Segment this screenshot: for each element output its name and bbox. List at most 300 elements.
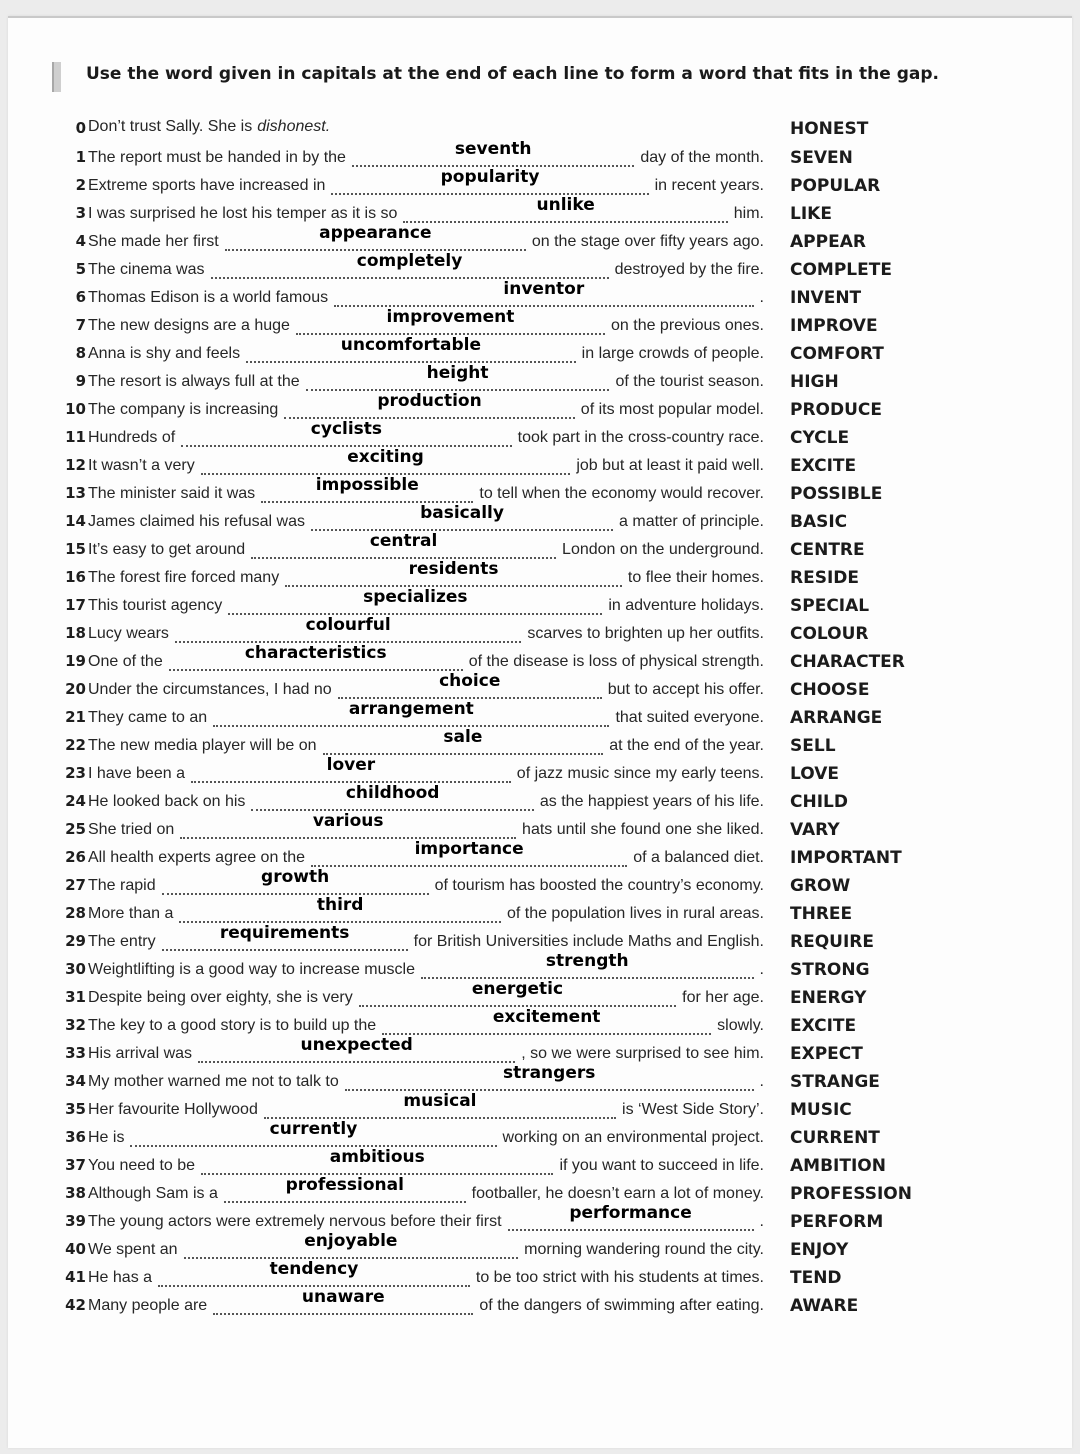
answer-gap[interactable] bbox=[382, 1007, 711, 1035]
exercise-item bbox=[8, 1091, 1072, 1124]
item-number: 35 bbox=[65, 1100, 86, 1118]
item-sentence bbox=[88, 447, 764, 475]
item-number: 30 bbox=[65, 960, 86, 978]
item-sentence bbox=[88, 643, 764, 671]
exercise-item bbox=[8, 363, 1072, 396]
keyword-capitals: CHILD bbox=[790, 792, 848, 812]
item-sentence bbox=[88, 1091, 764, 1119]
sentence-before-gap: Despite being over eighty, she is very bbox=[88, 989, 353, 1006]
sentence-before-gap: Hundreds of bbox=[88, 429, 176, 446]
handwritten-answer: improvement bbox=[386, 307, 515, 327]
item-number: 18 bbox=[65, 624, 86, 642]
sentence-after-gap: in recent years. bbox=[654, 177, 764, 194]
exercise-item bbox=[8, 1063, 1072, 1096]
sentence-before-gap: The rapid bbox=[88, 877, 156, 894]
item-number: 3 bbox=[75, 204, 86, 222]
keyword-capitals: STRANGE bbox=[790, 1072, 880, 1092]
item-number: 28 bbox=[65, 904, 86, 922]
sentence-after-gap: to tell when the economy would recover. bbox=[479, 485, 764, 502]
item-sentence bbox=[88, 727, 764, 755]
handwritten-answer: importance bbox=[414, 839, 524, 859]
item-sentence bbox=[88, 1035, 764, 1063]
sentence-before-gap: He is bbox=[88, 1129, 125, 1146]
handwritten-answer: professional bbox=[285, 1175, 404, 1195]
exercise-item bbox=[8, 615, 1072, 648]
exercise-list bbox=[8, 18, 1072, 1448]
sentence-after-gap: in adventure holidays. bbox=[608, 597, 764, 614]
handwritten-answer: appearance bbox=[319, 223, 432, 243]
exercise-item bbox=[8, 223, 1072, 256]
answer-gap[interactable] bbox=[201, 1147, 553, 1175]
exercise-item bbox=[8, 1119, 1072, 1152]
sentence-after-gap: . bbox=[759, 1213, 764, 1230]
keyword-capitals: SELL bbox=[790, 736, 836, 756]
sentence-after-gap: in large crowds of people. bbox=[581, 345, 764, 362]
exercise-item bbox=[8, 419, 1072, 452]
item-number: 17 bbox=[65, 596, 86, 614]
sentence-after-gap: to flee their homes. bbox=[627, 569, 764, 586]
exercise-item bbox=[8, 559, 1072, 592]
sentence-before-gap: This tourist agency bbox=[88, 597, 223, 614]
answer-gap[interactable] bbox=[403, 195, 727, 223]
sentence-before-gap: The key to a good story is to build up the bbox=[88, 1017, 377, 1034]
sentence-after-gap: him. bbox=[733, 205, 764, 222]
keyword-capitals: EXPECT bbox=[790, 1044, 863, 1064]
item-sentence bbox=[88, 503, 764, 531]
item-sentence bbox=[88, 1119, 764, 1147]
sentence-before-gap: I have been a bbox=[88, 765, 185, 782]
answer-gap[interactable] bbox=[352, 139, 634, 167]
item-sentence bbox=[88, 951, 764, 979]
keyword-capitals: GROW bbox=[790, 876, 851, 896]
keyword-capitals: CHARACTER bbox=[790, 652, 905, 672]
answer-gap[interactable] bbox=[421, 951, 754, 979]
item-number: 8 bbox=[75, 344, 86, 362]
keyword-capitals: CYCLE bbox=[790, 428, 850, 448]
keyword-capitals: COLOUR bbox=[790, 624, 869, 644]
handwritten-answer: exciting bbox=[347, 447, 424, 467]
answer-gap[interactable] bbox=[246, 335, 576, 363]
sentence-before-gap: Anna is shy and feels bbox=[88, 345, 241, 362]
handwritten-answer: central bbox=[369, 531, 438, 551]
item-number: 15 bbox=[65, 540, 86, 558]
answer-gap[interactable] bbox=[331, 167, 648, 195]
keyword-capitals: MUSIC bbox=[790, 1100, 852, 1120]
sentence-after-gap: destroyed by the fire. bbox=[614, 261, 764, 278]
keyword-capitals: TEND bbox=[790, 1268, 842, 1288]
keyword-capitals: AWARE bbox=[790, 1296, 859, 1316]
keyword-capitals: COMFORT bbox=[790, 344, 884, 364]
sentence-after-gap: job but at least it paid well. bbox=[576, 457, 764, 474]
keyword-capitals: ENERGY bbox=[790, 988, 867, 1008]
item-sentence bbox=[88, 167, 764, 195]
answer-gap[interactable] bbox=[198, 1035, 515, 1063]
sentence-before-gap: It wasn’t a very bbox=[88, 457, 195, 474]
sentence-after-gap: a matter of principle. bbox=[619, 513, 764, 530]
sentence-after-gap: London on the underground. bbox=[562, 541, 764, 558]
handwritten-answer: musical bbox=[403, 1091, 477, 1111]
sentence-after-gap: . bbox=[759, 961, 764, 978]
handwritten-answer: requirements bbox=[219, 923, 350, 943]
sentence-after-gap: on the stage over fifty years ago. bbox=[531, 233, 764, 250]
item-number: 34 bbox=[65, 1072, 86, 1090]
exercise-item bbox=[8, 587, 1072, 620]
item-number: 39 bbox=[65, 1212, 86, 1230]
handwritten-answer: colourful bbox=[305, 615, 391, 635]
sentence-before-gap: It’s easy to get around bbox=[88, 541, 246, 558]
answer-gap[interactable] bbox=[338, 671, 602, 699]
exercise-item bbox=[8, 811, 1072, 844]
sentence-before-gap: Lucy wears bbox=[88, 625, 169, 642]
handwritten-answer: lover bbox=[326, 755, 376, 775]
sentence-before-gap: The new media player will be on bbox=[88, 737, 317, 754]
sentence-before-gap: His arrival was bbox=[88, 1045, 193, 1062]
exercise-item bbox=[8, 307, 1072, 340]
keyword-capitals: VARY bbox=[790, 820, 840, 840]
answer-gap[interactable] bbox=[201, 447, 571, 475]
keyword-capitals: HONEST bbox=[790, 119, 869, 139]
answer-gap[interactable] bbox=[251, 783, 533, 811]
sentence-before-gap: The young actors were extremely nervous before their first bbox=[88, 1213, 502, 1230]
answer-gap[interactable] bbox=[181, 419, 512, 447]
sentence-after-gap: for British Universities include Maths and English. bbox=[413, 933, 764, 950]
answer-gap[interactable] bbox=[158, 1259, 470, 1287]
item-sentence bbox=[88, 923, 764, 951]
handwritten-answer: choice bbox=[439, 671, 501, 691]
handwritten-answer: cyclists bbox=[310, 419, 383, 439]
exercise-item bbox=[8, 671, 1072, 704]
exercise-item bbox=[8, 1175, 1072, 1208]
sentence-before-gap: Weightlifting is a good way to increase muscle bbox=[88, 961, 415, 978]
item-number: 12 bbox=[65, 456, 86, 474]
sentence-before-gap: The resort is always full at the bbox=[88, 373, 300, 390]
item-sentence bbox=[88, 811, 764, 839]
handwritten-answer: strangers bbox=[502, 1063, 596, 1083]
item-sentence bbox=[88, 1063, 764, 1091]
item-number: 6 bbox=[75, 288, 86, 306]
handwritten-answer: characteristics bbox=[244, 643, 387, 663]
sentence-after-gap: took part in the cross-country race. bbox=[517, 429, 764, 446]
item-number: 19 bbox=[65, 652, 86, 670]
sentence-after-gap: but to accept his offer. bbox=[607, 681, 764, 698]
handwritten-answer: tendency bbox=[269, 1259, 359, 1279]
worksheet-page bbox=[8, 16, 1072, 1448]
keyword-capitals: INVENT bbox=[790, 288, 862, 308]
exercise-item bbox=[8, 335, 1072, 368]
answer-gap[interactable] bbox=[285, 559, 622, 587]
exercise-item bbox=[8, 895, 1072, 928]
exercise-item bbox=[8, 1147, 1072, 1180]
keyword-capitals: ARRANGE bbox=[790, 708, 883, 728]
item-number: 22 bbox=[65, 736, 86, 754]
sentence-after-gap: slowly. bbox=[717, 1017, 764, 1034]
item-sentence bbox=[88, 391, 764, 419]
item-sentence bbox=[88, 783, 764, 811]
item-sentence bbox=[88, 139, 764, 167]
sentence-after-gap: morning wandering round the city. bbox=[524, 1241, 764, 1258]
item-sentence bbox=[88, 419, 764, 447]
item-number: 0 bbox=[75, 119, 86, 137]
item-number: 25 bbox=[65, 820, 86, 838]
item-sentence bbox=[88, 671, 764, 699]
exercise-item bbox=[8, 503, 1072, 536]
sentence-before-gap: The company is increasing bbox=[88, 401, 279, 418]
exercise-item bbox=[8, 1231, 1072, 1264]
item-sentence bbox=[88, 587, 764, 615]
handwritten-answer: seventh bbox=[454, 139, 532, 159]
sentence-before-gap: You need to be bbox=[88, 1157, 196, 1174]
answer-gap[interactable] bbox=[162, 923, 408, 951]
exercise-item bbox=[8, 867, 1072, 900]
item-number: 27 bbox=[65, 876, 86, 894]
handwritten-answer: ambitious bbox=[329, 1147, 425, 1167]
sentence-after-gap: of the disease is loss of physical strength. bbox=[468, 653, 764, 670]
sentence-before-gap: The report must be handed in by the bbox=[88, 149, 346, 166]
sentence-before-gap: One of the bbox=[88, 653, 163, 670]
keyword-capitals: ENJOY bbox=[790, 1240, 849, 1260]
sentence-after-gap: for her age. bbox=[682, 989, 764, 1006]
answer-gap[interactable] bbox=[306, 363, 610, 391]
handwritten-answer: growth bbox=[261, 867, 330, 887]
keyword-capitals: EXCITE bbox=[790, 1016, 857, 1036]
handwritten-answer: arrangement bbox=[348, 699, 474, 719]
exercise-item bbox=[8, 531, 1072, 564]
answer-gap[interactable] bbox=[251, 531, 556, 559]
sentence-before-gap: The minister said it was bbox=[88, 485, 256, 502]
exercise-item bbox=[8, 643, 1072, 676]
item-sentence bbox=[88, 118, 764, 136]
item-number: 11 bbox=[65, 428, 86, 446]
answer-gap[interactable] bbox=[224, 1175, 466, 1203]
handwritten-answer: enjoyable bbox=[304, 1231, 398, 1251]
answer-gap[interactable] bbox=[311, 503, 613, 531]
sentence-before-gap: Extreme sports have increased in bbox=[88, 177, 326, 194]
sentence-after-gap: of jazz music since my early teens. bbox=[516, 765, 764, 782]
sentence-after-gap: of the tourist season. bbox=[615, 373, 764, 390]
item-sentence bbox=[88, 1231, 764, 1259]
handwritten-answer: popularity bbox=[440, 167, 540, 187]
instruction-heading: Use the word given in capitals at the end of each line to form a word that fits in the gap. bbox=[86, 64, 939, 84]
handwritten-answer: completely bbox=[356, 251, 463, 271]
exercise-item bbox=[8, 139, 1072, 172]
item-sentence bbox=[88, 979, 764, 1007]
exercise-item bbox=[8, 839, 1072, 872]
sentence-before-gap: He looked back on his bbox=[88, 793, 246, 810]
answer-gap[interactable] bbox=[211, 251, 609, 279]
exercise-item bbox=[8, 1259, 1072, 1292]
item-sentence bbox=[88, 363, 764, 391]
keyword-capitals: REQUIRE bbox=[790, 932, 874, 952]
handwritten-answer: energetic bbox=[471, 979, 564, 999]
sentence-text: Don’t trust Sally. She is bbox=[88, 118, 253, 135]
sentence-before-gap: Many people are bbox=[88, 1297, 208, 1314]
sentence-before-gap: Although Sam is a bbox=[88, 1185, 218, 1202]
answer-gap[interactable] bbox=[508, 1203, 754, 1231]
sentence-before-gap: James claimed his refusal was bbox=[88, 513, 305, 530]
item-sentence bbox=[88, 895, 764, 923]
exercise-item bbox=[8, 727, 1072, 760]
sentence-after-gap: of its most popular model. bbox=[580, 401, 764, 418]
sentence-before-gap: Thomas Edison is a world famous bbox=[88, 289, 329, 306]
keyword-capitals: THREE bbox=[790, 904, 853, 924]
item-number: 5 bbox=[75, 260, 86, 278]
sentence-before-gap: I was surprised he lost his temper as it is so bbox=[88, 205, 398, 222]
sentence-before-gap: He has a bbox=[88, 1269, 153, 1286]
sentence-after-gap: if you want to succeed in life. bbox=[559, 1157, 764, 1174]
item-sentence bbox=[88, 307, 764, 335]
item-number: 1 bbox=[75, 148, 86, 166]
item-sentence bbox=[88, 223, 764, 251]
exercise-item bbox=[8, 1203, 1072, 1236]
keyword-capitals: LIKE bbox=[790, 204, 832, 224]
item-number: 4 bbox=[75, 232, 86, 250]
item-number: 32 bbox=[65, 1016, 86, 1034]
answer-gap[interactable] bbox=[261, 475, 473, 503]
answer-gap[interactable] bbox=[334, 279, 753, 307]
keyword-capitals: LOVE bbox=[790, 764, 839, 784]
handwritten-answer: currently bbox=[269, 1119, 358, 1139]
handwritten-answer: childhood bbox=[345, 783, 440, 803]
answer-gap[interactable] bbox=[184, 1231, 519, 1259]
item-number: 24 bbox=[65, 792, 86, 810]
keyword-capitals: PERFORM bbox=[790, 1212, 884, 1232]
handwritten-answer: residents bbox=[408, 559, 499, 579]
keyword-capitals: STRONG bbox=[790, 960, 870, 980]
sentence-before-gap: They came to an bbox=[88, 709, 208, 726]
item-sentence bbox=[88, 867, 764, 895]
exercise-item bbox=[8, 755, 1072, 788]
answer-gap[interactable] bbox=[225, 223, 526, 251]
item-sentence bbox=[88, 475, 764, 503]
item-sentence bbox=[88, 251, 764, 279]
sentence-after-gap: of a balanced diet. bbox=[633, 849, 764, 866]
sentence-after-gap: is ‘West Side Story’. bbox=[622, 1101, 764, 1118]
handwritten-answer: strength bbox=[545, 951, 629, 971]
sentence-after-gap: , so we were surprised to see him. bbox=[521, 1045, 764, 1062]
item-number: 2 bbox=[75, 176, 86, 194]
item-number: 26 bbox=[65, 848, 86, 866]
exercise-item bbox=[8, 783, 1072, 816]
answer-gap[interactable] bbox=[345, 1063, 754, 1091]
answer-gap[interactable] bbox=[284, 391, 574, 419]
item-number: 42 bbox=[65, 1296, 86, 1314]
handwritten-answer: impossible bbox=[315, 475, 419, 495]
exercise-item bbox=[8, 923, 1072, 956]
item-number: 41 bbox=[65, 1268, 86, 1286]
sentence-after-gap: to be too strict with his students at times. bbox=[475, 1269, 764, 1286]
item-sentence bbox=[88, 1175, 764, 1203]
answer-gap[interactable] bbox=[179, 895, 501, 923]
exercise-item bbox=[8, 1287, 1072, 1320]
keyword-capitals: PROFESSION bbox=[790, 1184, 912, 1204]
item-sentence bbox=[88, 615, 764, 643]
item-sentence bbox=[88, 335, 764, 363]
answer-gap[interactable] bbox=[264, 1091, 616, 1119]
answer-gap[interactable] bbox=[296, 307, 605, 335]
exercise-item bbox=[8, 1007, 1072, 1040]
keyword-capitals: CHOOSE bbox=[790, 680, 870, 700]
item-sentence bbox=[88, 559, 764, 587]
item-number: 13 bbox=[65, 484, 86, 502]
item-number: 40 bbox=[65, 1240, 86, 1258]
item-number: 14 bbox=[65, 512, 86, 530]
sentence-before-gap: She made her first bbox=[88, 233, 219, 250]
item-number: 38 bbox=[65, 1184, 86, 1202]
keyword-capitals: IMPORTANT bbox=[790, 848, 902, 868]
answer-gap[interactable] bbox=[323, 727, 604, 755]
sentence-after-gap: on the previous ones. bbox=[611, 317, 764, 334]
sentence-after-gap: at the end of the year. bbox=[609, 737, 764, 754]
answer-gap[interactable] bbox=[228, 587, 602, 615]
item-sentence bbox=[88, 839, 764, 867]
answer-gap[interactable] bbox=[130, 1119, 496, 1147]
handwritten-answer: sale bbox=[443, 727, 483, 747]
sentence-after-gap: hats until she found one she liked. bbox=[522, 821, 764, 838]
sentence-before-gap: The new designs are a huge bbox=[88, 317, 290, 334]
answer-gap[interactable] bbox=[213, 1287, 473, 1315]
exercise-item bbox=[8, 391, 1072, 424]
handwritten-answer: unexpected bbox=[300, 1035, 413, 1055]
sentence-before-gap: Her favourite Hollywood bbox=[88, 1101, 258, 1118]
sentence-before-gap: More than a bbox=[88, 905, 174, 922]
sentence-after-gap: as the happiest years of his life. bbox=[539, 793, 764, 810]
answer-gap[interactable] bbox=[175, 615, 522, 643]
item-number: 31 bbox=[65, 988, 86, 1006]
item-number: 16 bbox=[65, 568, 86, 586]
item-number: 9 bbox=[75, 372, 86, 390]
answer-gap[interactable] bbox=[213, 699, 609, 727]
keyword-capitals: RESIDE bbox=[790, 568, 859, 588]
keyword-capitals: COMPLETE bbox=[790, 260, 892, 280]
sentence-before-gap: We spent an bbox=[88, 1241, 178, 1258]
handwritten-answer: excitement bbox=[492, 1007, 601, 1027]
answer-gap[interactable] bbox=[180, 811, 516, 839]
keyword-capitals: IMPROVE bbox=[790, 316, 878, 336]
answer-gap[interactable] bbox=[359, 979, 676, 1007]
exercise-item bbox=[8, 195, 1072, 228]
item-sentence bbox=[88, 755, 764, 783]
answer-gap[interactable] bbox=[311, 839, 627, 867]
keyword-capitals: POSSIBLE bbox=[790, 484, 883, 504]
sentence-after-gap: that suited everyone. bbox=[615, 709, 764, 726]
handwritten-answer: production bbox=[377, 391, 482, 411]
answer-gap[interactable] bbox=[169, 643, 463, 671]
sentence-after-gap: . bbox=[759, 289, 764, 306]
example-answer: dishonest. bbox=[257, 118, 331, 135]
item-number: 20 bbox=[65, 680, 86, 698]
sentence-before-gap: The forest fire forced many bbox=[88, 569, 280, 586]
item-sentence bbox=[88, 1007, 764, 1035]
keyword-capitals: SPECIAL bbox=[790, 596, 870, 616]
sentence-after-gap: day of the month. bbox=[640, 149, 764, 166]
keyword-capitals: APPEAR bbox=[790, 232, 866, 252]
item-sentence bbox=[88, 1147, 764, 1175]
answer-gap[interactable] bbox=[162, 867, 429, 895]
answer-gap[interactable] bbox=[191, 755, 511, 783]
keyword-capitals: PRODUCE bbox=[790, 400, 883, 420]
sentence-after-gap: of tourism has boosted the country’s economy. bbox=[434, 877, 764, 894]
keyword-capitals: POPULAR bbox=[790, 176, 881, 196]
handwritten-answer: various bbox=[312, 811, 384, 831]
handwritten-answer: third bbox=[316, 895, 364, 915]
sentence-after-gap: . bbox=[759, 1073, 764, 1090]
keyword-capitals: SEVEN bbox=[790, 148, 853, 168]
item-number: 10 bbox=[65, 400, 86, 418]
handwritten-answer: unaware bbox=[301, 1287, 385, 1307]
handwritten-answer: basically bbox=[420, 503, 504, 523]
item-number: 21 bbox=[65, 708, 86, 726]
item-number: 37 bbox=[65, 1156, 86, 1174]
